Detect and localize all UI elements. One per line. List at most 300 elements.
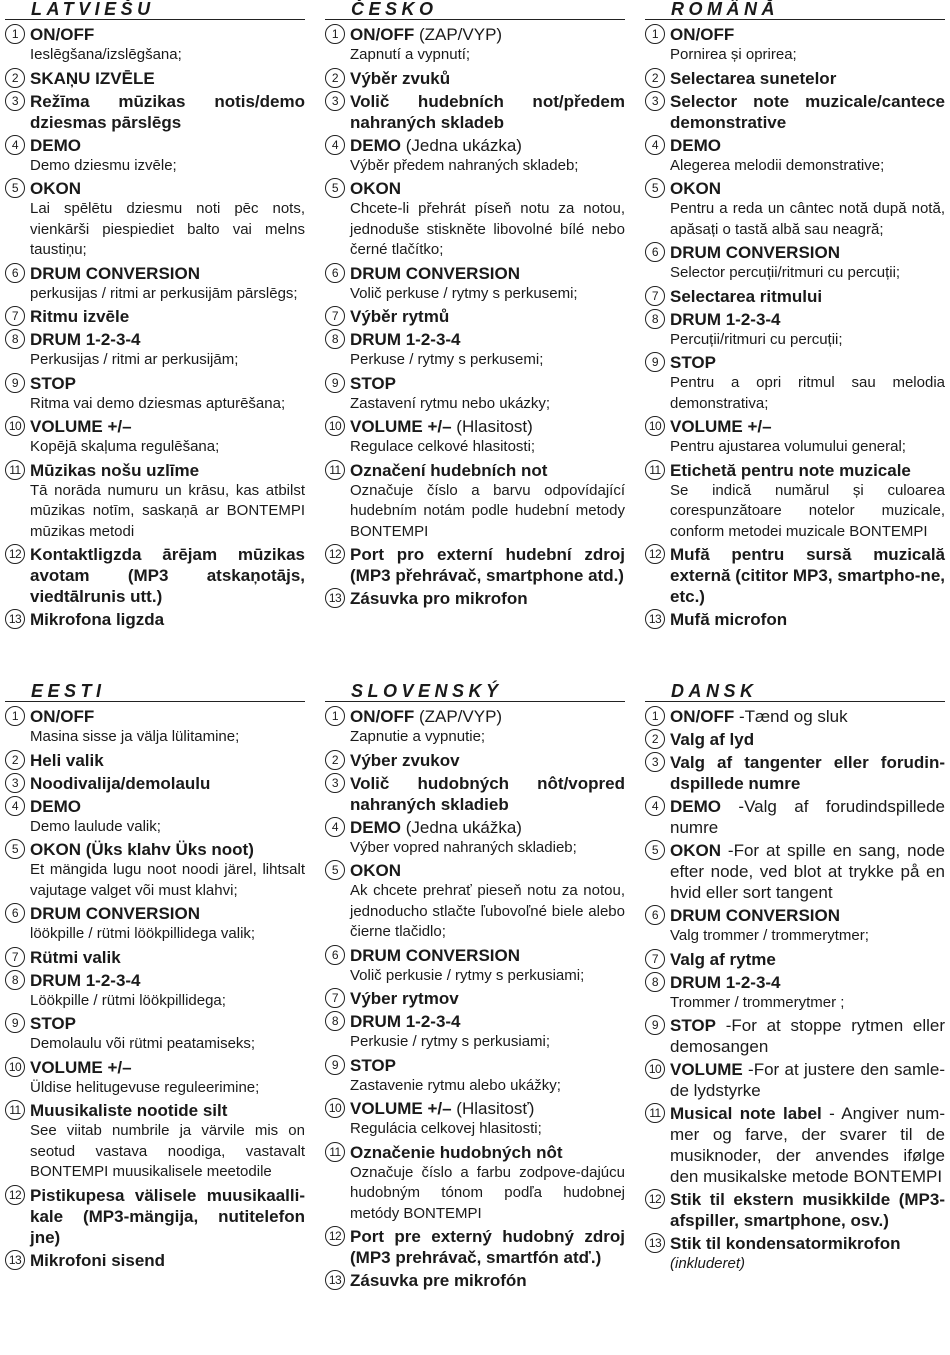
item-title: Mufă microfon [670,610,788,629]
item-title-row [645,796,945,838]
item-title: Výber rytmov [350,989,459,1008]
item-number-badge: 11 [325,1142,345,1162]
item-title-wrap [670,460,911,481]
item-title-wrap [30,1013,76,1034]
item-title: Muusikaliste nootide silt [30,1101,228,1120]
item-title-wrap [350,460,547,481]
item-number-badge: 9 [645,352,665,372]
item-description: Lai spēlētu dziesmu noti pēc nots, vienkārši piespiediet balto vai melns taustiņu; [30,200,305,258]
item-number-badge: 7 [5,947,25,967]
item-title-wrap [670,905,840,926]
item-title-extra: -Tænd og sluk [734,707,848,726]
item-title: DRUM CONVERSION [30,904,201,923]
item-title: OKON [670,841,721,860]
list-item [645,1015,945,1057]
item-description: Pornirea și oprirea; [670,46,797,63]
item-title-row [325,24,625,45]
item-title-row [645,949,945,970]
item-title-row [5,544,305,607]
item-title-row [5,773,305,794]
item-title-row [325,1142,625,1163]
item-number-badge: 8 [645,972,665,992]
item-number-badge: 1 [325,24,345,44]
list-item [645,178,945,240]
list-item [5,796,305,838]
list-item [5,839,305,901]
list-item [325,860,625,943]
item-title-row [5,373,305,394]
item-title: DEMO [350,817,401,837]
list-item [5,24,305,66]
item-title: Valg af tangenter eller forudin-dspillede numre [670,753,945,793]
item-title-row [645,352,945,373]
item-title-wrap [670,949,776,970]
item-description: Demolaulu või rütmi peatamiseks; [30,1035,256,1052]
item-title-row [5,416,305,437]
list-item [5,706,305,748]
item-title-row [325,68,625,89]
item-title: Etichetă pentru note muzicale [670,460,911,480]
item-title-wrap [670,286,822,307]
item-title-wrap [670,840,945,903]
item-title-row [5,970,305,991]
item-number-badge: 3 [645,91,665,111]
item-title: Selectarea ritmului [670,286,823,306]
item-title-row [325,1098,625,1119]
item-title-wrap [670,796,945,838]
list-item [5,178,305,261]
item-number-badge: 2 [325,750,345,770]
item-number-badge: 5 [325,178,345,198]
item-title-wrap [670,972,781,993]
item-title-wrap [30,460,199,481]
item-number-badge: 10 [325,416,345,436]
section-heading: DANSK [645,682,945,702]
item-title-wrap [670,1189,945,1231]
list-item [645,609,945,630]
item-title: DRUM 1-2-3-4 [30,970,141,990]
item-number-badge: 13 [5,1250,25,1270]
item-title: DRUM 1-2-3-4 [670,309,781,329]
item-number-badge: 1 [5,24,25,44]
list-item [645,840,945,903]
item-number-badge: 7 [325,988,345,1008]
item-title: Port pre externý hudobný zdroj (MP3 prehrávač, smartfón atď.) [350,1227,625,1267]
item-title-wrap [670,729,754,750]
list-item [5,373,305,415]
item-title: DRUM 1-2-3-4 [30,330,141,349]
item-description: See viitab numbrile ja värvile mis on seotud vastava noodiga, vastavalt BONTEMPI muusikalisele meetodile [30,1122,305,1180]
item-title-row [645,1059,945,1101]
item-number-badge: 6 [645,242,665,262]
item-title: VOLUME +/– [350,417,452,436]
item-number-badge: 13 [5,609,25,629]
list-item [645,24,945,66]
item-description: Ieslēgšana/izslēgšana; [30,46,182,63]
item-title: Zásuvka pre mikrofón [350,1271,527,1290]
item-title-wrap [350,588,528,609]
list-item [5,329,305,371]
item-number-badge: 4 [5,135,25,155]
item-title-wrap [670,1015,945,1057]
item-title-wrap [30,306,129,327]
item-number-badge: 12 [645,1189,665,1209]
item-title-wrap [670,309,781,330]
item-title-extra: - Angiver num-mer og farve, der svarer til de musiknoder, der anvendes ifølge den musikalske metode BONTEMPI [670,1104,945,1186]
item-description: Löökpille / rütmi löökpillidega; [30,991,226,1009]
item-title-wrap [350,1011,461,1032]
item-number-badge: 3 [325,773,345,793]
item-title: ON/OFF [350,25,415,44]
item-number-badge: 11 [645,460,665,480]
item-title: STOP [670,353,716,372]
item-title-row [325,860,625,881]
item-number-badge: 12 [5,1185,25,1205]
list-item [325,1270,625,1291]
list-item [645,135,945,177]
list-item [645,796,945,838]
item-title-row [5,91,305,133]
list-item [325,988,625,1009]
item-description: Selector percuții/ritmuri cu percuții; [670,264,901,281]
list-item [5,1100,305,1183]
item-title: STOP [30,373,76,393]
item-number-badge: 9 [5,373,25,393]
list-item [645,460,945,543]
item-title-wrap [30,839,254,860]
item-title-wrap [350,24,502,45]
item-title: STOP [350,1055,396,1075]
item-title-row [645,706,945,727]
item-title: DEMO [30,135,81,155]
item-description: Výběr předem nahraných skladeb; [350,156,579,174]
section-cesko [325,0,625,611]
item-title-row [5,1100,305,1121]
item-title: Port pro externí hudební zdroj (MP3 přehrávač, smartphone atd.) [350,545,625,585]
list-item [645,1103,945,1187]
item-description: Demo dziesmu izvēle; [30,156,177,174]
list-item [325,460,625,543]
item-title-wrap [670,178,721,199]
item-title-wrap [350,706,502,727]
item-description: Pentru a opri ritmul sau melodia demonstrativa; [670,374,945,412]
item-title: DEMO [670,135,721,155]
item-title-row [5,947,305,968]
item-title-row [325,135,625,156]
item-title-wrap [670,24,734,45]
item-number-badge: 2 [645,68,665,88]
list-item [5,460,305,543]
item-title-row [5,24,305,45]
item-title-row [5,839,305,860]
item-title-wrap [670,1233,900,1254]
list-item [325,329,625,371]
item-title: Mikrofona ligzda [30,610,165,629]
item-title: DRUM CONVERSION [670,243,841,262]
item-title-wrap [30,1185,305,1248]
item-number-badge: 7 [325,306,345,326]
item-title-row [645,178,945,199]
item-title-wrap [670,706,848,727]
item-title: STOP [350,373,396,393]
item-title-row [325,1226,625,1268]
item-title-wrap [30,68,155,89]
list-item [325,1011,625,1053]
list-item [5,263,305,305]
item-number-badge: 6 [325,263,345,283]
item-title: OKON [350,179,401,198]
item-title-wrap [670,68,836,89]
list-item [325,544,625,586]
item-description: Perkusijas / ritmi ar perkusijām; [30,351,239,368]
item-description: Percuții/ritmuri cu percuții; [670,330,843,348]
item-title-row [645,1233,945,1254]
item-title-row [325,460,625,481]
item-title-row [645,609,945,630]
item-title-row [5,796,305,817]
item-title-wrap [30,903,200,924]
item-number-badge: 11 [645,1103,665,1123]
item-title-row [325,329,625,350]
item-number-badge: 9 [325,1055,345,1075]
item-description: Označuje číslo a farbu zodpove-dajúcu hudobným tónom podľa hudobnej metódy BONTEMPI [350,1163,625,1222]
item-number-badge: 11 [325,460,345,480]
item-title: ON/OFF [350,707,415,726]
list-item [645,1233,945,1275]
item-description: Volič perkusie / rytmy s perkusiami; [350,966,585,984]
item-title-wrap [350,1055,396,1076]
item-title: ON/OFF [30,25,95,44]
item-number-badge: 5 [325,860,345,880]
item-title-wrap [350,1270,527,1291]
item-description: Pentru a reda un cântec notă după notă, apăsați o tastă albă sau neagră; [670,200,945,238]
item-description: Ak chcete prehrať pieseň notu za notou, jednoducho stlačte ľubovoľné biele alebo čierne tlačidlo; [350,882,625,940]
item-title-row [325,706,625,727]
item-title-wrap [350,329,461,350]
item-title-wrap [30,706,94,727]
item-title-row [5,306,305,327]
item-title: SKAŅU IZVĒLE [30,68,155,88]
item-number-badge: 1 [645,24,665,44]
item-title-row [645,840,945,903]
item-title-row [645,1015,945,1057]
item-title-row [645,91,945,133]
section-romana [645,0,945,632]
item-title-extra: (Jedna ukážka) [401,817,522,837]
list-item [645,352,945,414]
item-description: Pentru ajustarea volumului general; [670,438,906,455]
list-item [645,68,945,89]
item-description: Zastavenie rytmu alebo ukážky; [350,1076,561,1094]
item-title-row [645,1103,945,1187]
item-title-row [5,609,305,630]
item-title-row [5,460,305,481]
item-title-row [5,68,305,89]
list-item [325,263,625,305]
item-title-row [325,263,625,284]
item-title-wrap [30,329,141,350]
list-item [645,972,945,1014]
item-title: VOLUME [670,1060,743,1079]
item-title-row [5,135,305,156]
item-title-wrap [30,609,164,630]
item-title-extra: (Hlasitost) [451,417,533,436]
list-item [5,773,305,794]
item-title-wrap [350,750,460,771]
item-number-badge: 13 [645,609,665,629]
item-description: Üldise helitugevuse reguleerimine; [30,1078,260,1096]
item-title: Volič hudebních not/předem nahraných skladeb [350,91,625,132]
item-title-wrap [350,263,520,284]
item-title-wrap [350,988,459,1009]
item-number-badge: 5 [5,178,25,198]
item-title: DRUM CONVERSION [350,945,521,965]
item-title: Volič hudobných nôt/vopred nahraných skladieb [350,773,625,814]
item-title-wrap [30,1057,132,1078]
item-title: Valg af rytme [670,949,776,969]
item-title-wrap [670,416,772,437]
item-description: Valg trommer / trommerytmer; [670,927,869,944]
item-title-row [325,588,625,609]
item-title: DRUM 1-2-3-4 [670,972,781,992]
list-item [5,306,305,327]
item-title-row [645,460,945,481]
list-item [5,947,305,968]
item-title: Stik til kondensatormikrofon [670,1234,901,1253]
item-number-badge: 8 [325,329,345,349]
item-title-wrap [30,773,210,794]
list-item [645,309,945,351]
item-description: Označuje číslo a barvu odpovídající hudebním notám podle hudební metody BONTEMPI [350,481,625,540]
item-title-row [645,905,945,926]
item-title-row [5,329,305,350]
item-title: Selector note muzicale/cantece demonstrative [670,91,945,132]
list-item [645,752,945,794]
list-item [325,68,625,89]
item-title-row [645,729,945,750]
item-number-badge: 4 [645,796,665,816]
list-item [325,1055,625,1097]
list-item [5,1185,305,1248]
item-title-row [645,286,945,307]
list-item [5,970,305,1012]
item-description: Perkusie / rytmy s perkusiami; [350,1033,551,1050]
item-title-row [645,24,945,45]
item-title: VOLUME +/– [30,1057,132,1077]
item-title-wrap [350,178,401,199]
item-description: perkusijas / ritmi ar perkusijām pārslēgs; [30,284,298,302]
list-item [5,416,305,458]
item-number-badge: 2 [325,68,345,88]
item-title-wrap [350,544,625,586]
item-title: DEMO [670,797,721,816]
list-item [5,903,305,945]
list-item [5,1057,305,1099]
list-item [325,306,625,327]
item-description: Demo laulude valik; [30,817,161,835]
item-number-badge: 3 [645,752,665,772]
item-title-extra: (Jedna ukázka) [401,135,522,155]
item-description-note: (inkluderet) [670,1255,746,1272]
item-number-badge: 8 [325,1011,345,1031]
item-title: STOP [670,1016,716,1035]
item-number-badge: 13 [645,1233,665,1253]
item-title: OKON (Üks klahv Üks noot) [30,840,254,859]
item-title-row [5,1057,305,1078]
item-title-row [325,1270,625,1291]
item-description: Se indică numărul și culoarea corespunzătoare notelor muzicale, conform metodei muzicale BONTEMPI [670,481,945,540]
item-title-wrap [30,750,104,771]
item-title-wrap [30,24,94,45]
item-number-badge: 9 [325,373,345,393]
item-title-extra: -Valg af forudindspillede numre [670,797,945,837]
item-title: Noodivalija/demolaulu [30,773,211,793]
item-description: Alegerea melodii demonstrative; [670,156,885,174]
item-title-row [325,817,625,838]
item-title-wrap [350,773,625,815]
item-number-badge: 6 [5,903,25,923]
item-number-badge: 2 [5,750,25,770]
item-title-extra: (ZAP/VYP) [414,25,503,44]
item-title-row [5,178,305,199]
item-description: Výber vopred nahraných skladieb; [350,838,577,856]
list-item [5,1013,305,1055]
item-title-wrap [30,178,81,199]
list-item [5,135,305,177]
item-title-row [325,373,625,394]
item-title-wrap [350,1226,625,1268]
item-number-badge: 10 [645,416,665,436]
item-title: Stik til ekstern musikkilde (MP3-afspiller, smartphone, osv.) [670,1190,945,1230]
list-item [325,706,625,748]
list-item [325,773,625,815]
list-item [645,949,945,970]
item-title-wrap [30,91,305,133]
section-slovensky [325,682,625,1293]
item-description [645,1254,945,1275]
item-title: Výběr zvuků [350,68,451,88]
list-item [325,24,625,66]
list-item [325,1226,625,1268]
item-title: OKON [350,861,401,880]
item-title-row [645,752,945,794]
item-title-row [5,1013,305,1034]
item-description: Volič perkuse / rytmy s perkusemi; [350,284,578,302]
item-title-wrap [30,947,121,968]
list-item [5,68,305,89]
item-number-badge: 12 [325,1226,345,1246]
item-title-wrap [350,91,625,133]
item-description: Zapnutie a vypnutie; [350,728,486,745]
item-title: Mūzikas nošu uzlīme [30,460,200,480]
item-title-row [5,1250,305,1271]
item-title: Označení hudebních not [350,460,548,480]
item-title: Označenie hudobných nôt [350,1142,563,1162]
item-number-badge: 12 [325,544,345,564]
item-number-badge: 10 [645,1059,665,1079]
item-number-badge: 10 [5,1057,25,1077]
item-title-wrap [670,352,716,373]
item-title-row [325,988,625,1009]
item-title-extra: -For at justere den samle-de lydstyrke [670,1060,945,1100]
item-title-row [325,306,625,327]
list-item [325,945,625,987]
item-number-badge: 5 [645,178,665,198]
item-title-wrap [30,416,132,437]
item-title: Rütmi valik [30,947,121,967]
item-number-badge: 13 [325,1270,345,1290]
item-title-extra: (Hlasitosť) [451,1099,535,1118]
